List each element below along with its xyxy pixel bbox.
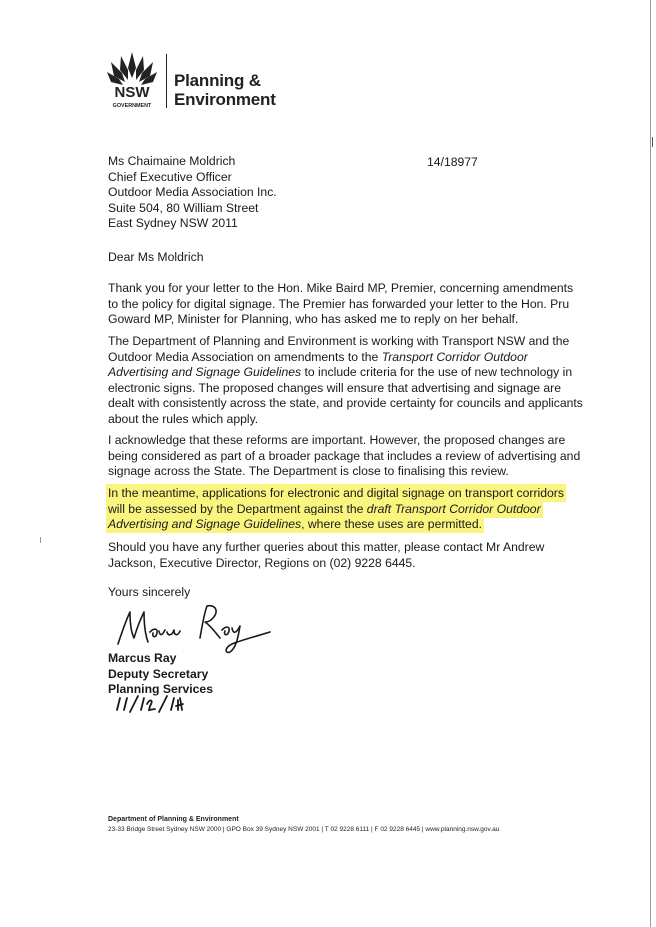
address-line: East Sydney NSW 2011 [108,216,238,231]
page-edge [650,0,651,927]
text-line: I acknowledge that these reforms are important. However, the proposed changes are [108,433,566,447]
guidelines-title: Transport Corridor Outdoor [381,349,528,364]
reference-number: 14/18977 [427,155,478,169]
text-line: The Department of Planning and Environment is working with Transport NSW and the [108,334,570,348]
scan-mark [40,537,41,543]
paragraph-5 [108,540,544,571]
text-line [108,486,564,502]
letter-footer [108,815,499,835]
text-line [108,517,564,533]
signatory-block [108,651,213,698]
scan-mark [652,137,653,147]
text-line: Thank you for your letter to the Hon. Mike Baird MP, Premier, concerning amendments [108,281,574,295]
recipient-address [108,154,277,232]
guidelines-title: Advertising and Signage Guidelines [108,517,302,532]
address-line: Outdoor Media Association Inc. [108,185,277,200]
nsw-planning-logo [103,48,303,112]
text-line: to the policy for digital signage. The Premier has forwarded your letter to the Hon. Pru [108,296,570,311]
logo-divider [166,54,167,108]
text-line: electronic signs. The proposed changes will ensure that advertising and signage are [108,380,562,395]
paragraph-3 [108,433,580,480]
svg-text:NSW: NSW [114,84,150,101]
signatory-name: Marcus Ray [108,651,177,665]
text-line [108,350,583,366]
paragraph-4-highlighted [108,486,564,533]
text-span: Outdoor Media Association on amendments to the [108,349,382,364]
signature [112,598,282,658]
highlighted-text [108,502,541,516]
signatory-title: Planning Services [108,682,213,697]
handwritten-date [114,692,194,716]
text-line [108,502,564,518]
text-span: will be assessed by the Department against the [108,501,367,516]
text-line: Jackson, Executive Director, Regions on (02) 9228 6445. [108,555,416,570]
text-line [108,365,583,381]
address-line: Ms Chaimaine Moldrich [108,154,236,168]
closing: Yours sincerely [108,585,191,599]
text-line: signage across the State. The Department is close to finalising this review. [108,464,509,479]
text-line: dealt with consistently across the state, and provide certainty for councils and applicants [108,396,583,411]
guidelines-title: Advertising and Signage Guidelines [108,365,302,380]
address-line: Chief Executive Officer [108,169,232,184]
salutation: Dear Ms Moldrich [108,250,204,264]
text-span: , where these uses are permitted. [301,517,482,532]
logo-title-line1: Planning & [174,71,261,90]
text-span: to include criteria for the use of new technology in [301,365,573,380]
text-line: being considered as part of a broader package that includes a review of advertising and [108,448,581,463]
waratah-icon [103,48,161,110]
highlighted-text [108,517,482,531]
guidelines-title: draft Transport Corridor Outdoor [366,501,541,516]
text-line: about the rules which apply. [108,411,259,426]
highlighted-text: In the meantime, applications for electronic and digital signage on transport corridors [108,486,564,500]
footer-address: 23-33 Bridge Street Sydney NSW 2000 | GPO Box 39 Sydney NSW 2001 | T 02 9228 6111 | F 02 9228 6445 | www.planning.nsw.gov.au [108,826,500,833]
text-line: Should you have any further queries about this matter, please contact Mr Andrew [108,540,545,554]
paragraph-2 [108,334,583,428]
logo-title-line2: Environment [174,90,276,109]
paragraph-1 [108,281,573,328]
address-line: Suite 504, 80 William Street [108,200,259,215]
footer-department: Department of Planning & Environment [108,816,239,823]
text-line: Goward MP, Minister for Planning, who has asked me to reply on her behalf. [108,312,519,327]
svg-text:GOVERNMENT: GOVERNMENT [112,103,152,109]
signatory-title: Deputy Secretary [108,666,209,681]
